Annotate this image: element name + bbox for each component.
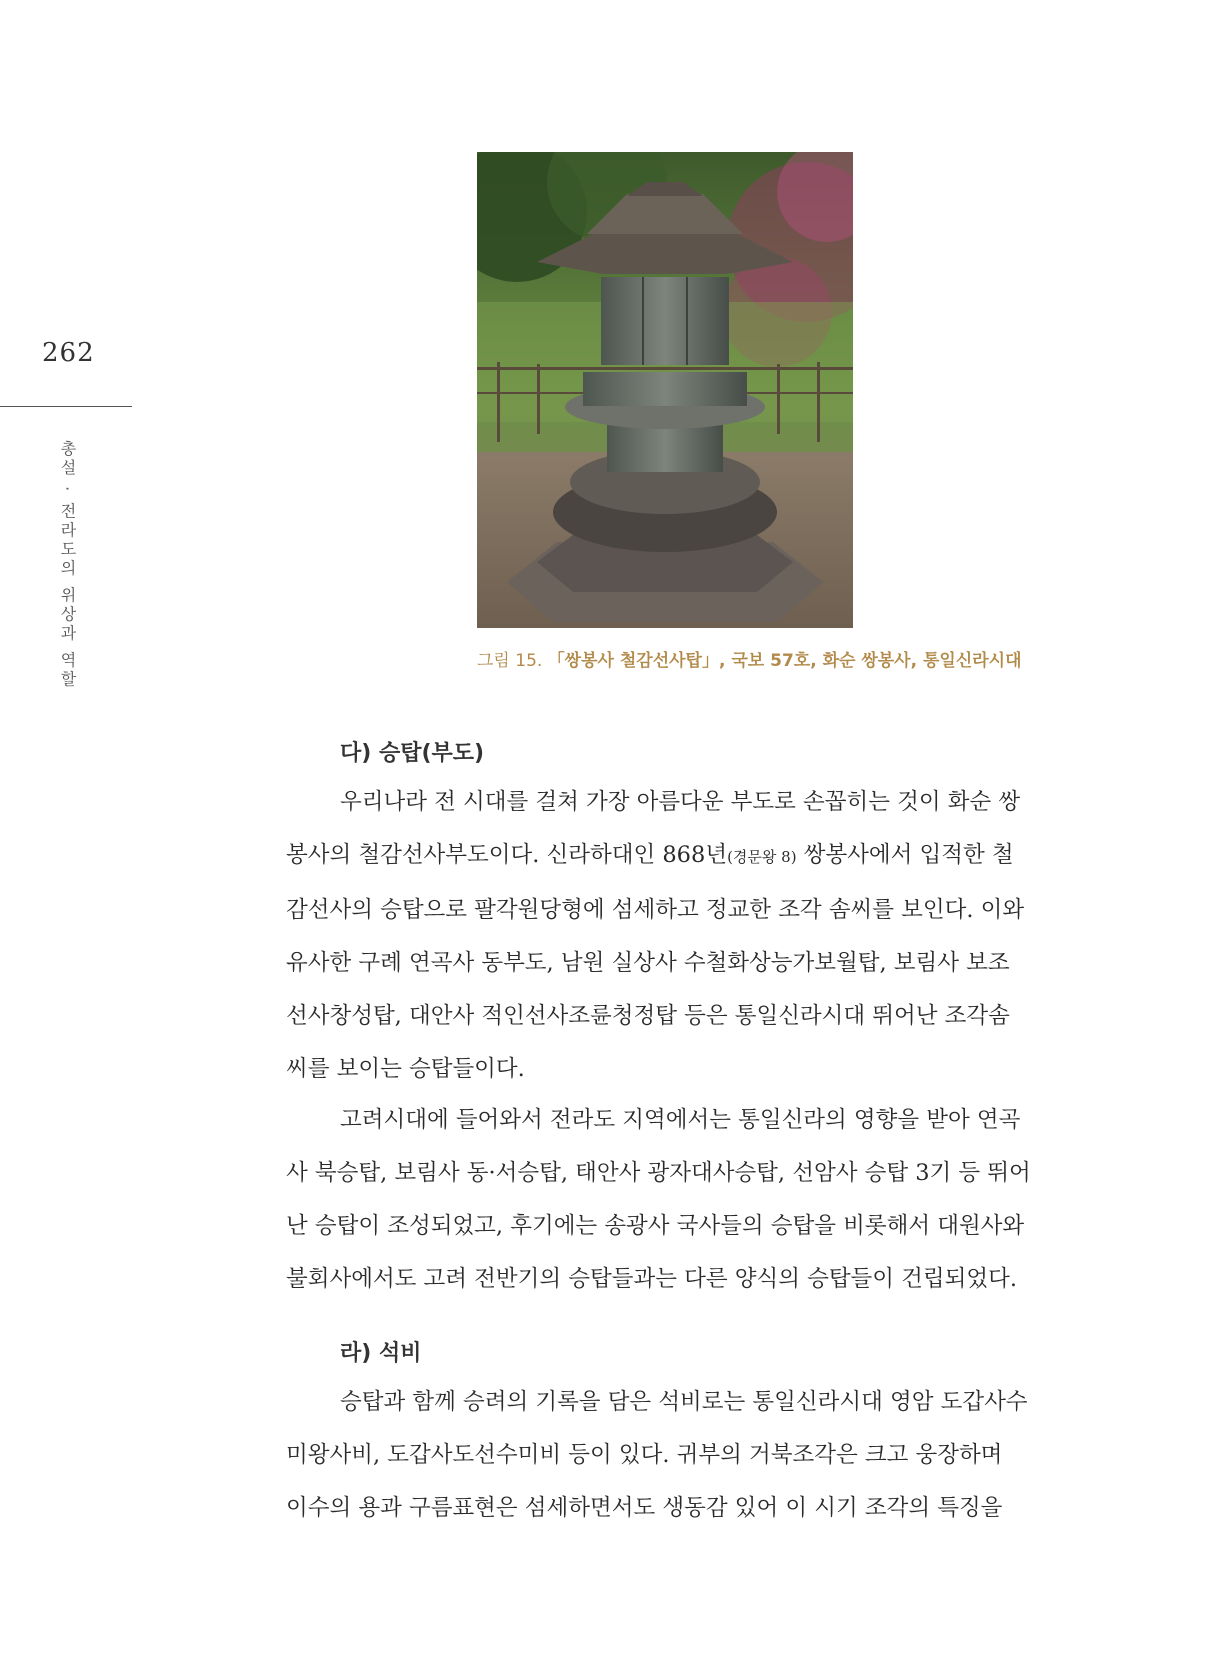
text-line: 씨를 보이는 승탑들이다.	[286, 1056, 525, 1082]
text-line: 이수의 용과 구름표현은 섬세하면서도 생동감 있어 이 시기 조각의 특징을	[286, 1495, 1003, 1521]
figure-caption	[477, 646, 1022, 671]
paragraph-stupa-1	[286, 776, 1046, 1096]
page-number: 262	[42, 338, 95, 368]
chapter-side-title: 총설 · 전라도의 위상과 역할	[58, 440, 77, 690]
text-line: 미왕사비, 도갑사도선수미비 등이 있다. 귀부의 거북조각은 크고 웅장하며	[286, 1442, 1003, 1468]
paragraph-stele-1	[286, 1376, 1046, 1535]
header-divider	[0, 406, 132, 407]
text-line	[286, 829, 1046, 884]
text-line: 승탑과 함께 승려의 기록을 담은 석비로는 통일신라시대 영암 도갑사수	[340, 1389, 1028, 1415]
text-run-small: (경문왕 8)	[727, 848, 797, 866]
caption-text: 「쌍봉사 철감선사탑」, 국보 57호, 화순 쌍봉사, 통일신라시대	[547, 651, 1022, 671]
text-run: 봉사의 철감선사부도이다. 신라하대인 868년	[286, 842, 728, 868]
text-run: 쌍봉사에서 입적한 철	[796, 842, 1014, 868]
text-line: 난 승탑이 조성되었고, 후기에는 송광사 국사들의 승탑을 비롯해서 대원사와	[286, 1213, 1025, 1239]
text-line: 선사창성탑, 대안사 적인선사조륜청정탑 등은 통일신라시대 뛰어난 조각솜	[286, 1003, 1010, 1029]
text-line: 사 북승탑, 보림사 동·서승탑, 태안사 광자대사승탑, 선암사 승탑 3기 등 뛰어	[286, 1160, 1031, 1186]
text-line: 우리나라 전 시대를 걸쳐 가장 아름다운 부도로 손꼽히는 것이 화순 쌍	[340, 789, 1021, 815]
paragraph-stupa-2	[286, 1094, 1046, 1306]
text-line: 고려시대에 들어와서 전라도 지역에서는 통일신라의 영향을 받아 연곡	[340, 1107, 1021, 1133]
section-heading-stupa: 다) 승탑(부도)	[340, 741, 485, 766]
section-heading-stele: 라) 석비	[340, 1341, 422, 1366]
text-line: 감선사의 승탑으로 팔각원당형에 섬세하고 정교한 조각 솜씨를 보인다. 이와	[286, 897, 1025, 923]
figure-photo-pagoda	[477, 152, 853, 628]
caption-label: 그림 15.	[477, 651, 548, 671]
text-line: 유사한 구례 연곡사 동부도, 남원 실상사 수철화상능가보월탑, 보림사 보조	[286, 950, 1010, 976]
pagoda-illustration	[477, 152, 853, 628]
text-line: 불회사에서도 고려 전반기의 승탑들과는 다른 양식의 승탑들이 건립되었다.	[286, 1266, 1018, 1292]
